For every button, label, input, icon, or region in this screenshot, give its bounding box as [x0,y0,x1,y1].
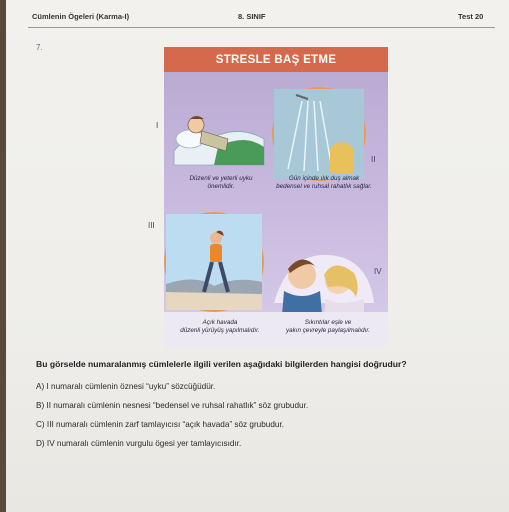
panel-ii-number: II [371,155,376,164]
header-topic: Cümlenin Ögeleri (Karma-I) [32,12,130,21]
panel-iv-caption-line2: yakın çevreyle paylaşılmalıdır. [285,326,371,334]
panel-iii-caption-line2: düzenli yürüyüş yapılmalıdır. [180,326,260,334]
panel-i-caption [166,175,276,190]
panel-iv-caption-line1: Sıkıntılar eşle ve [304,319,352,326]
walking-person-illustration [164,212,264,312]
panel-ii-caption [262,175,386,190]
panel-iv-caption [270,319,386,334]
stress-poster [148,47,388,347]
option-c[interactable]: C) III numaralı cümlenin zarf tamlayıcısı “açık havada” söz grubudur. [36,420,284,429]
panel-iii-caption [164,319,276,334]
shower-illustration [272,87,366,181]
panel-iii-caption-line1: Açık havada [202,319,238,326]
header-divider [28,27,495,28]
option-b[interactable]: B) II numaralı cümlenin nesnesi “bedensel ve ruhsal rahatlık” söz grubudur. [36,401,309,410]
panel-i-number: I [156,121,159,130]
header-grade: 8. SINIF [238,12,266,21]
panel-ii-caption-line1: Gün içinde ılık duş almak [288,175,360,182]
option-d[interactable]: D) IV numaralı cümlenin vurgulu ögesi yer tamlayıcısıdır. [36,439,242,448]
question-number: 7. [36,43,43,52]
panel-i-caption-line1: Düzenli ve yeterli uyku [189,175,253,182]
couple-illustration [268,243,378,315]
sleeping-person-illustration [170,95,266,169]
question-stem: Bu görselde numaralanmış cümlelerle ilgili verilen aşağıdaki bilgilerden hangisi doğrudur? [36,359,407,369]
header-test-number: Test 20 [458,12,484,21]
poster-title: STRESLE BAŞ ETME [164,47,388,72]
panel-i-caption-line2: önemlidir. [207,182,235,190]
panel-iii-number: III [148,221,155,230]
panel-iv-number: IV [374,267,382,276]
panel-ii-caption-line2: bedensel ve ruhsal rahatlık sağlar. [276,182,372,190]
option-a[interactable]: A) I numaralı cümlenin öznesi “uyku” sözcüğüdür. [36,382,216,391]
